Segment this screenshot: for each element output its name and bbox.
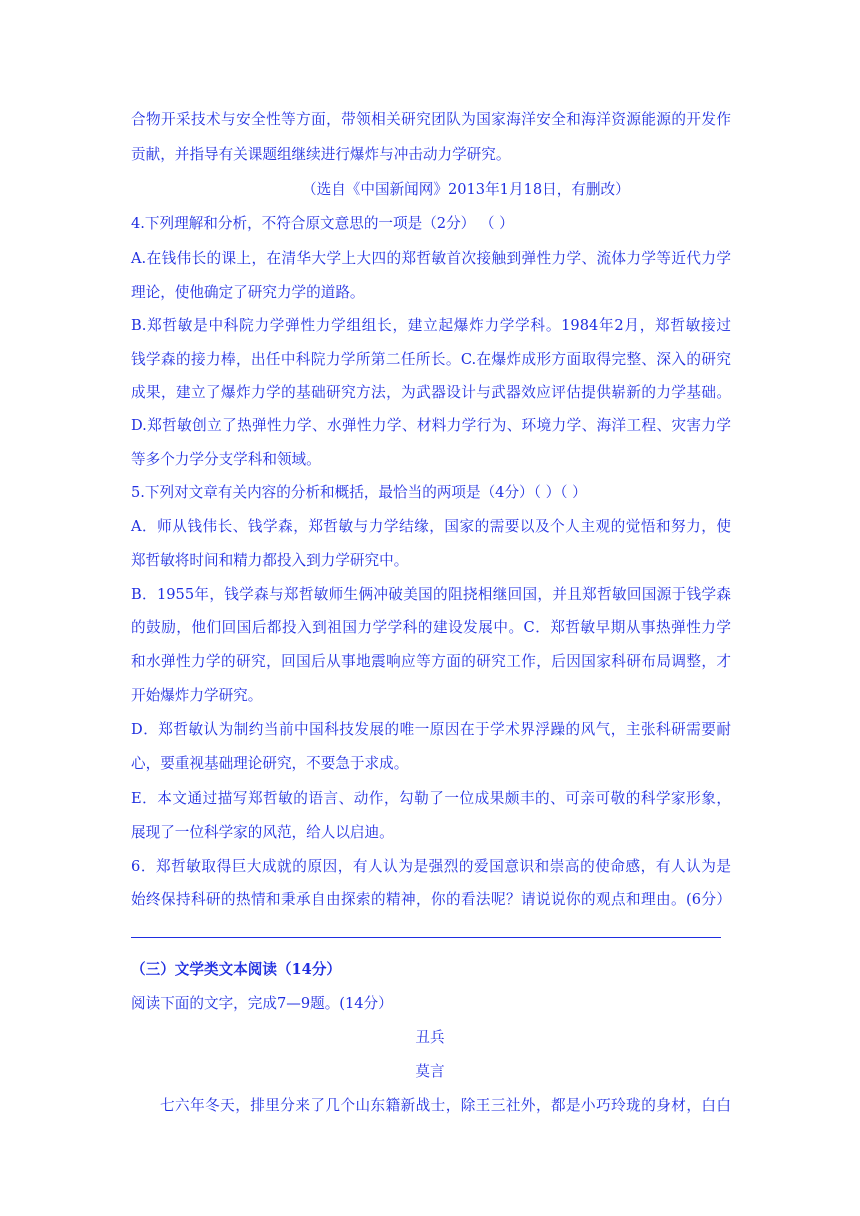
- instruction: 阅读下面的文字，完成7—9题。(14分）: [131, 995, 393, 1012]
- option-c: 钱学森的接力棒，出任中科院力学所第二任所长。C.在爆炸成形方面取得完整、深入的研究: [131, 351, 731, 368]
- text-line: 和水弹性力学的研究，回国后从事地震响应等方面的研究工作，后因国家科研布局调整，才: [131, 653, 731, 670]
- option-c: 的鼓励，他们回国后都投入到祖国力学学科的建设发展中。C．郑哲敏早期从事热弹性力学: [131, 619, 731, 636]
- story-paragraph: 七六年冬天，排里分来了几个山东籍新战士，除王三社外，都是小巧玲珑的身材，白白: [160, 1097, 731, 1114]
- text-line: 展现了一位科学家的风范，给人以启迪。: [131, 824, 394, 841]
- question-5: 5.下列对文章有关内容的分析和概括，最恰当的两项是（4分）（ ）（ ）: [131, 484, 587, 501]
- question-6: 6．郑哲敏取得巨大成就的原因，有人认为是强烈的爱国意识和崇高的使命感，有人认为是: [131, 858, 731, 875]
- section-heading: （三）文学类文本阅读（14分）: [131, 961, 342, 978]
- text-line: 等多个力学分支学科和领域。: [131, 451, 321, 468]
- story-title: 丑兵: [415, 1029, 445, 1046]
- option-a: A．师从钱伟长、钱学森，郑哲敏与力学结缘，国家的需要以及个人主观的觉悟和努力，使: [131, 518, 731, 535]
- option-b: B.郑哲敏是中科院力学弹性力学组组长，建立起爆炸力学学科。1984年2月，郑哲敏接过: [131, 317, 731, 334]
- text-line: 理论，使他确定了研究力学的道路。: [131, 284, 365, 301]
- text-line: 开始爆炸力学研究。: [131, 687, 263, 704]
- option-d: D．郑哲敏认为制约当前中国科技发展的唯一原因在于学术界浮躁的风气，主张科研需要耐: [131, 721, 731, 738]
- option-b: B．1955年，钱学森与郑哲敏师生俩冲破美国的阻挠相继回国，并且郑哲敏回国源于钱学森: [131, 586, 731, 603]
- text-line: 郑哲敏将时间和精力都投入到力学研究中。: [131, 552, 409, 569]
- text-line: 成果，建立了爆炸力学的基础研究方法，为武器设计与武器效应评估提供崭新的力学基础。: [131, 384, 731, 401]
- option-d: D.郑哲敏创立了热弹性力学、水弹性力学、材料力学行为、环境力学、海洋工程、灾害力学: [131, 417, 731, 434]
- option-e: E．本文通过描写郑哲敏的语言、动作，勾勒了一位成果颇丰的、可亲可敬的科学家形象，: [131, 790, 731, 807]
- text-line: 始终保持科研的热情和秉承自由探索的精神，你的看法呢？请说说你的观点和理由。(6分）: [131, 891, 731, 908]
- citation: （选自《中国新闻网》2013年1月18日，有删改）: [302, 181, 630, 198]
- text-line: 心，要重视基础理论研究，不要急于求成。: [131, 755, 409, 772]
- text-line: 合物开采技术与安全性等方面，带领相关研究团队为国家海洋安全和海洋资源能源的开发作: [131, 111, 731, 128]
- section-divider: [131, 937, 721, 938]
- story-author: 莫言: [415, 1063, 445, 1080]
- question-4: 4.下列理解和分析，不符合原文意思的一项是（2分） （ ）: [131, 215, 514, 232]
- text-line: 贡献，并指导有关课题组继续进行爆炸与冲击动力学研究。: [131, 146, 511, 163]
- option-a: A.在钱伟长的课上，在清华大学上大四的郑哲敏首次接触到弹性力学、流体力学等近代力学: [131, 250, 731, 267]
